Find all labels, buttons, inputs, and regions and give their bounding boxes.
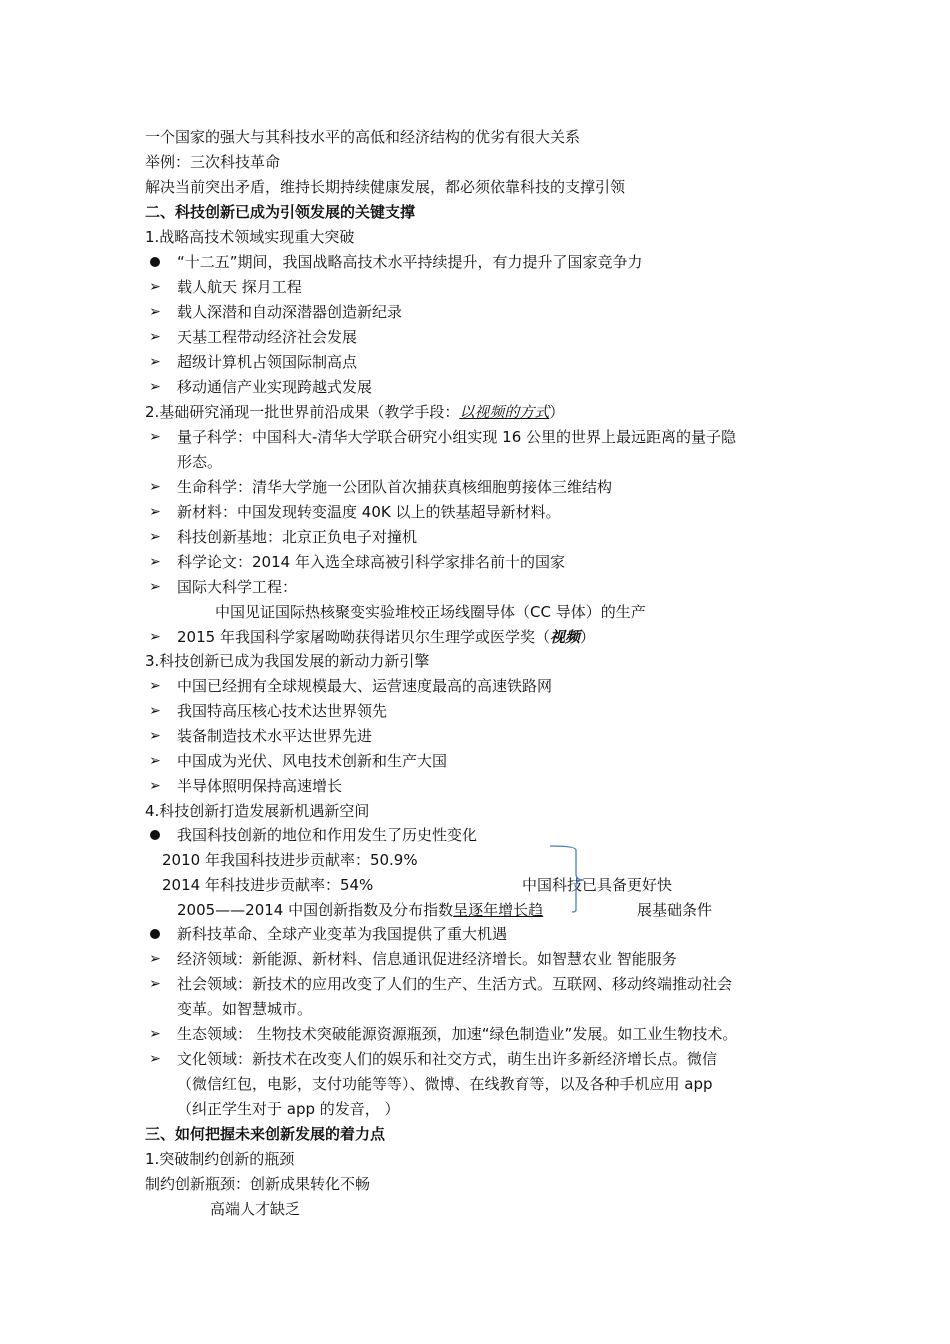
- list-item-text: 装备制造技术水平达世界先进: [177, 727, 373, 745]
- list-item-continuation: （纠正学生对于 app 的发音， ）: [177, 1100, 400, 1118]
- list-item: [145, 325, 845, 350]
- list-item: [145, 275, 845, 300]
- arrow-bullet-icon: ➢: [149, 951, 161, 967]
- list-item: [145, 922, 845, 947]
- list-item-text: 超级计算机占领国际制高点: [177, 353, 358, 371]
- list-item: [145, 724, 845, 749]
- list-item-text: 半导体照明保持高速增长: [177, 777, 343, 795]
- list-item-text: “十二五”期间，我国战略高技术水平持续提升，有力提升了国家竞争力: [177, 253, 643, 271]
- subsection-3-1-title: 1.突破制约创新的瓶颈: [145, 1150, 295, 1168]
- teaching-method-emphasis: 以视频的方式: [459, 403, 550, 421]
- stat-2014: 2014 年科技进步贡献率：54%: [162, 876, 374, 894]
- list-item: [145, 774, 845, 799]
- stat-index-text: 2005——2014 中国创新指数及分布指数: [177, 901, 454, 919]
- list-item: [145, 699, 845, 724]
- list-item-text: 天基工程带动经济社会发展: [177, 328, 358, 346]
- arrow-bullet-icon: ➢: [149, 504, 161, 520]
- nobel-suffix: ）: [579, 628, 595, 646]
- list-item-text: 国际大科学工程：: [177, 578, 298, 596]
- list-item-text: 社会领域：新技术的应用改变了人们的生产、生活方式。互联网、移动终端推动社会: [177, 975, 733, 993]
- list-item: [145, 525, 845, 550]
- subsection-2-3-title: 3.科技创新已成为我国发展的新动力新引擎: [145, 652, 430, 670]
- list-item: [145, 1022, 865, 1047]
- section-3-heading: 三、如何把握未来创新发展的着力点: [145, 1125, 386, 1143]
- arrow-bullet-icon: ➢: [149, 728, 161, 744]
- arrow-bullet-icon: ➢: [149, 976, 161, 992]
- arrow-bullet-icon: ➢: [149, 753, 161, 769]
- arrow-bullet-icon: ➢: [149, 529, 161, 545]
- list-item-text: 载人航天 探月工程: [177, 278, 302, 296]
- bottleneck-line-2: 高端人才缺乏: [210, 1200, 301, 1218]
- list-item: [145, 475, 845, 500]
- video-emphasis: 视频: [549, 628, 580, 646]
- arrow-bullet-icon: ➢: [149, 429, 161, 445]
- list-item-text: 文化领域：新技术在改变人们的娱乐和社交方式，萌生出许多新经济增长点。微信: [177, 1050, 718, 1068]
- arrow-bullet-icon: ➢: [149, 629, 161, 645]
- list-item-text: 新科技革命、全球产业变革为我国提供了重大机遇: [177, 925, 508, 943]
- title-text: 2.基础研究涌现一批世界前沿成果（教学手段：: [145, 403, 460, 421]
- list-item: [145, 823, 845, 848]
- list-item: [145, 550, 845, 575]
- arrow-bullet-icon: ➢: [149, 579, 161, 595]
- section-2-heading: 二、科技创新已成为引领发展的关键支撑: [145, 203, 416, 221]
- list-item: [145, 749, 845, 774]
- list-item-text: 生命科学：清华大学施一公团队首次捕获真核细胞剪接体三维结构: [177, 478, 613, 496]
- list-item-text: 中国成为光伏、风电技术创新和生产大国: [177, 752, 448, 770]
- list-item-text: 科学论文：2014 年入选全球高被引科学家排名前十的国家: [177, 553, 565, 571]
- list-item: [145, 425, 845, 450]
- bracket-annotation-icon: [548, 844, 588, 914]
- list-item: [145, 300, 845, 325]
- arrow-bullet-icon: ➢: [149, 778, 161, 794]
- bullet-dot-icon: [145, 922, 165, 947]
- list-item: [145, 1047, 845, 1072]
- arrow-bullet-icon: ➢: [149, 379, 161, 395]
- list-item-text: 移动通信产业实现跨越式发展: [177, 378, 373, 396]
- stat-index: [177, 898, 543, 923]
- intro-line-1: 一个国家的强大与其科技水平的高低和经济结构的优劣有很大关系: [145, 128, 581, 146]
- list-item-continuation: （微信红包，电影，支付功能等等）、微博、在线教育等，以及各种手机应用 app: [177, 1075, 713, 1093]
- stat-index-underlined: 呈逐年增长趋: [453, 901, 544, 919]
- intro-line-2: 举例：三次科技革命: [145, 153, 281, 171]
- list-item: [145, 674, 845, 699]
- subsection-2-2-title: [145, 400, 564, 425]
- list-item: [145, 947, 845, 972]
- list-item: [145, 375, 845, 400]
- list-item-text: 新材料：中国发现转变温度 40K 以上的铁基超导新材料。: [177, 503, 561, 521]
- list-item-text: 生态领域： 生物技术突破能源资源瓶颈，加速“绿色制造业”发展。如工业生物技术。: [177, 1025, 738, 1043]
- list-item: [145, 625, 845, 650]
- bullet-dot-icon: [145, 823, 165, 848]
- stat-2010: 2010 年我国科技进步贡献率：50.9%: [162, 851, 418, 869]
- iter-note: 中国见证国际热核聚变实验堆校正场线圈导体（CC 导体）的生产: [215, 603, 646, 621]
- arrow-bullet-icon: ➢: [149, 554, 161, 570]
- list-item-text: 科技创新基地：北京正负电子对撞机: [177, 528, 418, 546]
- list-item-text: [177, 625, 595, 650]
- title-suffix: ）: [549, 403, 565, 421]
- list-item-continuation: 变革。如智慧城市。: [177, 1000, 313, 1018]
- list-item: [145, 500, 845, 525]
- side-note-line-2: 展基础条件: [637, 901, 713, 919]
- list-item: [145, 972, 845, 997]
- arrow-bullet-icon: ➢: [149, 1051, 161, 1067]
- arrow-bullet-icon: ➢: [149, 354, 161, 370]
- list-item-text: 量子科学：中国科大-清华大学联合研究小组实现 16 公里的世界上最远距离的量子隐: [177, 428, 737, 446]
- arrow-bullet-icon: ➢: [149, 279, 161, 295]
- arrow-bullet-icon: ➢: [149, 678, 161, 694]
- list-item: [145, 350, 845, 375]
- arrow-bullet-icon: ➢: [149, 479, 161, 495]
- arrow-bullet-icon: ➢: [149, 1026, 161, 1042]
- list-item-text: 我国科技创新的地位和作用发生了历史性变化: [177, 826, 478, 844]
- arrow-bullet-icon: ➢: [149, 329, 161, 345]
- nobel-text: 2015 年我国科学家屠呦呦获得诺贝尔生理学或医学奖（: [177, 628, 550, 646]
- list-item-text: 我国特高压核心技术达世界领先: [177, 702, 388, 720]
- list-item-text: 载人深潜和自动深潜器创造新纪录: [177, 303, 403, 321]
- list-item-continuation: 形态。: [177, 453, 223, 471]
- intro-line-3: 解决当前突出矛盾，维持长期持续健康发展，都必须依靠科技的支撑引领: [145, 178, 626, 196]
- list-item-text: 经济领域：新能源、新材料、信息通讯促进经济增长。如智慧农业 智能服务: [177, 950, 677, 968]
- list-item: [145, 250, 845, 275]
- arrow-bullet-icon: ➢: [149, 703, 161, 719]
- bullet-dot-icon: [145, 250, 165, 275]
- arrow-bullet-icon: ➢: [149, 304, 161, 320]
- bottleneck-line-1: 制约创新瓶颈：创新成果转化不畅: [145, 1175, 371, 1193]
- list-item-text: 中国已经拥有全球规模最大、运营速度最高的高速铁路网: [177, 677, 553, 695]
- subsection-2-1-title: 1.战略高技术领域实现重大突破: [145, 228, 355, 246]
- side-note-line-1: 中国科技已具备更好快: [522, 876, 673, 894]
- subsection-2-4-title: 4.科技创新打造发展新机遇新空间: [145, 802, 370, 820]
- list-item: [145, 575, 845, 600]
